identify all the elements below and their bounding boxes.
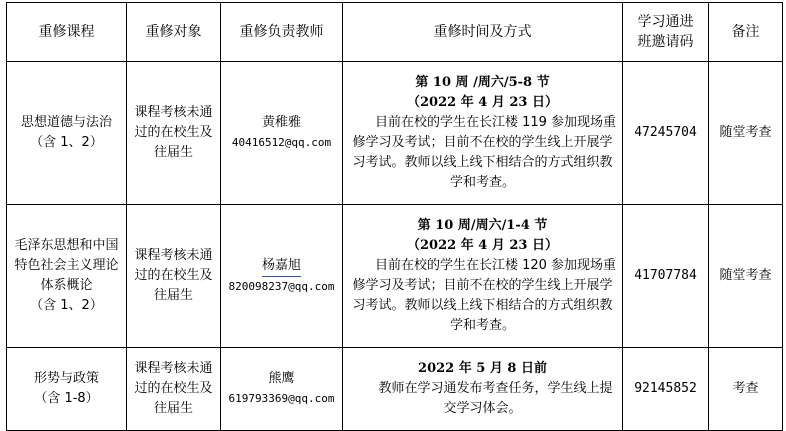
course-cell: 毛泽东思想和中国特色社会主义理论体系概论 （含 1、2） [7, 205, 127, 348]
invite-code: 41707784 [623, 205, 709, 348]
target-cell: 课程考核未通过的在校生及往届生 [127, 205, 221, 348]
time-mode-cell [343, 348, 623, 431]
note-cell: 考查 [709, 348, 783, 431]
time-mode-cell [343, 205, 623, 348]
invite-code: 92145852 [623, 348, 709, 431]
invite-code: 47245704 [623, 62, 709, 205]
teacher-name: 熊鹰 [268, 371, 295, 386]
table-row [7, 62, 783, 205]
time-mode-cell [343, 62, 623, 205]
teacher-cell [221, 205, 343, 348]
description-text: 教师在学习通发布考查任务，学生线上提交学习体会。 [378, 381, 613, 416]
table-row [7, 205, 783, 348]
course-cell: 思想道德与法治 （含 1、2） [7, 62, 127, 205]
week-text: 第 10 周 /周六/5-8 节 [415, 75, 550, 90]
header-time-mode: 重修时间及方式 [343, 3, 623, 62]
header-target: 重修对象 [127, 3, 221, 62]
teacher-name: 杨嘉旭 [262, 256, 301, 277]
teacher-cell [221, 348, 343, 431]
description-text: 目前在校的学生在长江楼 119 参加现场重修学习及考试；目前不在校的学生线上开展学习考试。教师以线上线下相结合的方式组织教学和考查。 [352, 115, 617, 190]
teacher-email[interactable]: 619793369@qq.com [228, 392, 335, 405]
retake-schedule-table [6, 2, 783, 431]
header-course: 重修课程 [7, 3, 127, 62]
date-text: 2022 年 5 月 8 日前 [418, 361, 547, 376]
description-text: 目前在校的学生在长江楼 120 参加现场重修学习及考试；目前不在校的学生线上开展学习考试。教师以线上线下相结合的方式组织教学和考查。 [352, 258, 617, 333]
teacher-cell [221, 62, 343, 205]
teacher-email[interactable]: 820098237@qq.com [228, 279, 335, 293]
header-row [7, 3, 783, 62]
note-cell: 随堂考查 [709, 205, 783, 348]
date-text: （2022 年 4 月 23 日） [407, 95, 558, 110]
course-cell: 形势与政策 （含 1-8） [7, 348, 127, 431]
header-teacher: 重修负责教师 [221, 3, 343, 62]
target-cell: 课程考核未通过的在校生及往届生 [127, 348, 221, 431]
header-code: 学习通进班邀请码 [623, 3, 709, 62]
date-text: （2022 年 4 月 23 日） [407, 238, 558, 253]
week-text: 第 10 周/周六/1-4 节 [417, 218, 548, 233]
note-cell: 随堂考查 [709, 62, 783, 205]
header-note: 备注 [709, 3, 783, 62]
teacher-email[interactable]: 40416512@qq.com [231, 136, 332, 149]
table-row [7, 348, 783, 431]
teacher-name: 黄稚雅 [261, 115, 301, 130]
target-cell: 课程考核未通过的在校生及往届生 [127, 62, 221, 205]
